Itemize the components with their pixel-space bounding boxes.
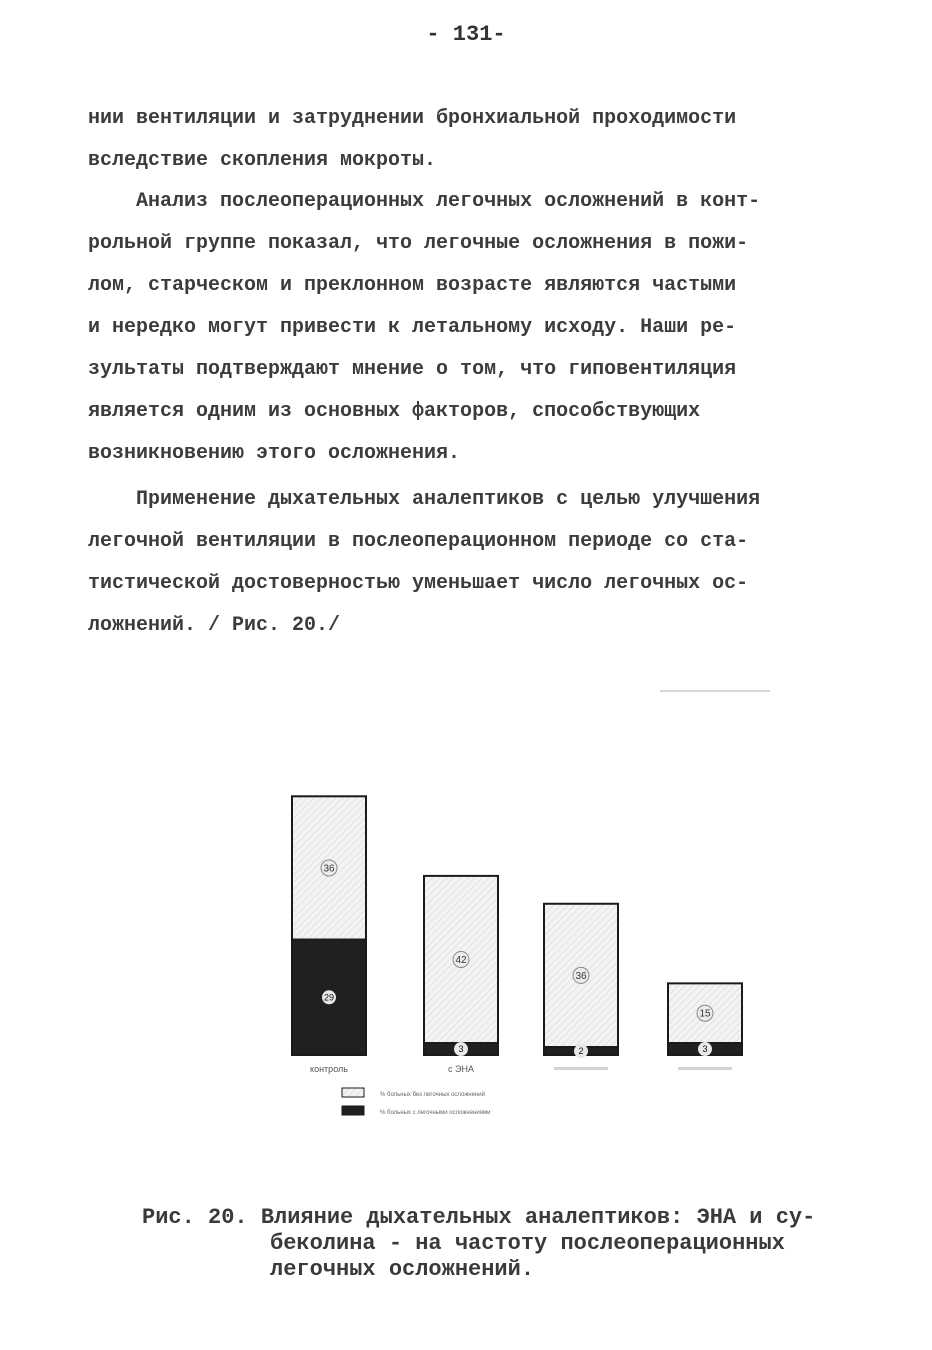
legend-swatch	[342, 1088, 364, 1097]
text-line: вследствие скопления мокроты.	[88, 149, 437, 172]
stacked-bar-chart	[270, 750, 770, 1140]
text-line: рольной группе показал, что легочные осложнения в пожи-	[88, 232, 749, 255]
text-line: зультаты подтверждают мнение о том, что гиповентиляция	[88, 358, 737, 381]
data-label: 3	[702, 1044, 708, 1055]
paragraph-2	[88, 181, 858, 475]
text-line: является одним из основных факторов, способствующих	[88, 400, 701, 423]
data-label: 15	[699, 1008, 711, 1020]
text-line: легочной вентиляции в послеоперационном периоде со ста-	[88, 530, 749, 553]
figure-caption	[142, 1205, 862, 1283]
data-label: 36	[575, 970, 587, 982]
legend-label: % больных без легочных осложнений	[380, 1092, 485, 1098]
text-line: нии вентиляции и затруднении бронхиальной проходимости	[88, 107, 737, 130]
legend-swatch	[342, 1106, 364, 1115]
category-label: с ЭНА	[448, 1064, 474, 1074]
caption-line: легочных осложнений.	[270, 1257, 535, 1282]
paragraph-3	[88, 479, 858, 647]
caption-line: беколина - на частоту послеоперационных	[270, 1231, 785, 1256]
text-line: тистической достоверностью уменьшает число легочных ос-	[88, 572, 749, 595]
legend-label: % больных с легочными осложнениями	[380, 1110, 491, 1116]
illegible-category-label	[678, 1067, 732, 1070]
caption-line: Рис. 20. Влияние дыхательных аналептиков: ЭНА и су-	[142, 1205, 816, 1230]
data-label: 2	[578, 1046, 584, 1057]
data-label: 42	[455, 954, 467, 966]
text-line: ложнений. / Рис. 20./	[88, 614, 341, 637]
scan-artifact-rule	[660, 690, 770, 692]
text-line: Анализ послеоперационных легочных осложнений в конт-	[88, 190, 761, 213]
text-line: и нередко могут привести к летальному исходу. Наши ре-	[88, 316, 737, 339]
text-line: Применение дыхательных аналептиков с целью улучшения	[88, 488, 761, 511]
illegible-category-label	[554, 1067, 608, 1070]
text-line: возникновению этого осложнения.	[88, 442, 461, 465]
page-number: - 131-	[426, 22, 506, 47]
data-label: 36	[323, 863, 335, 875]
category-label: контроль	[310, 1064, 348, 1074]
data-label: 29	[323, 992, 335, 1003]
data-label: 3	[458, 1044, 464, 1055]
text-line: лом, старческом и преклонном возрасте являются частыми	[88, 274, 737, 297]
paragraph-1	[88, 98, 858, 182]
